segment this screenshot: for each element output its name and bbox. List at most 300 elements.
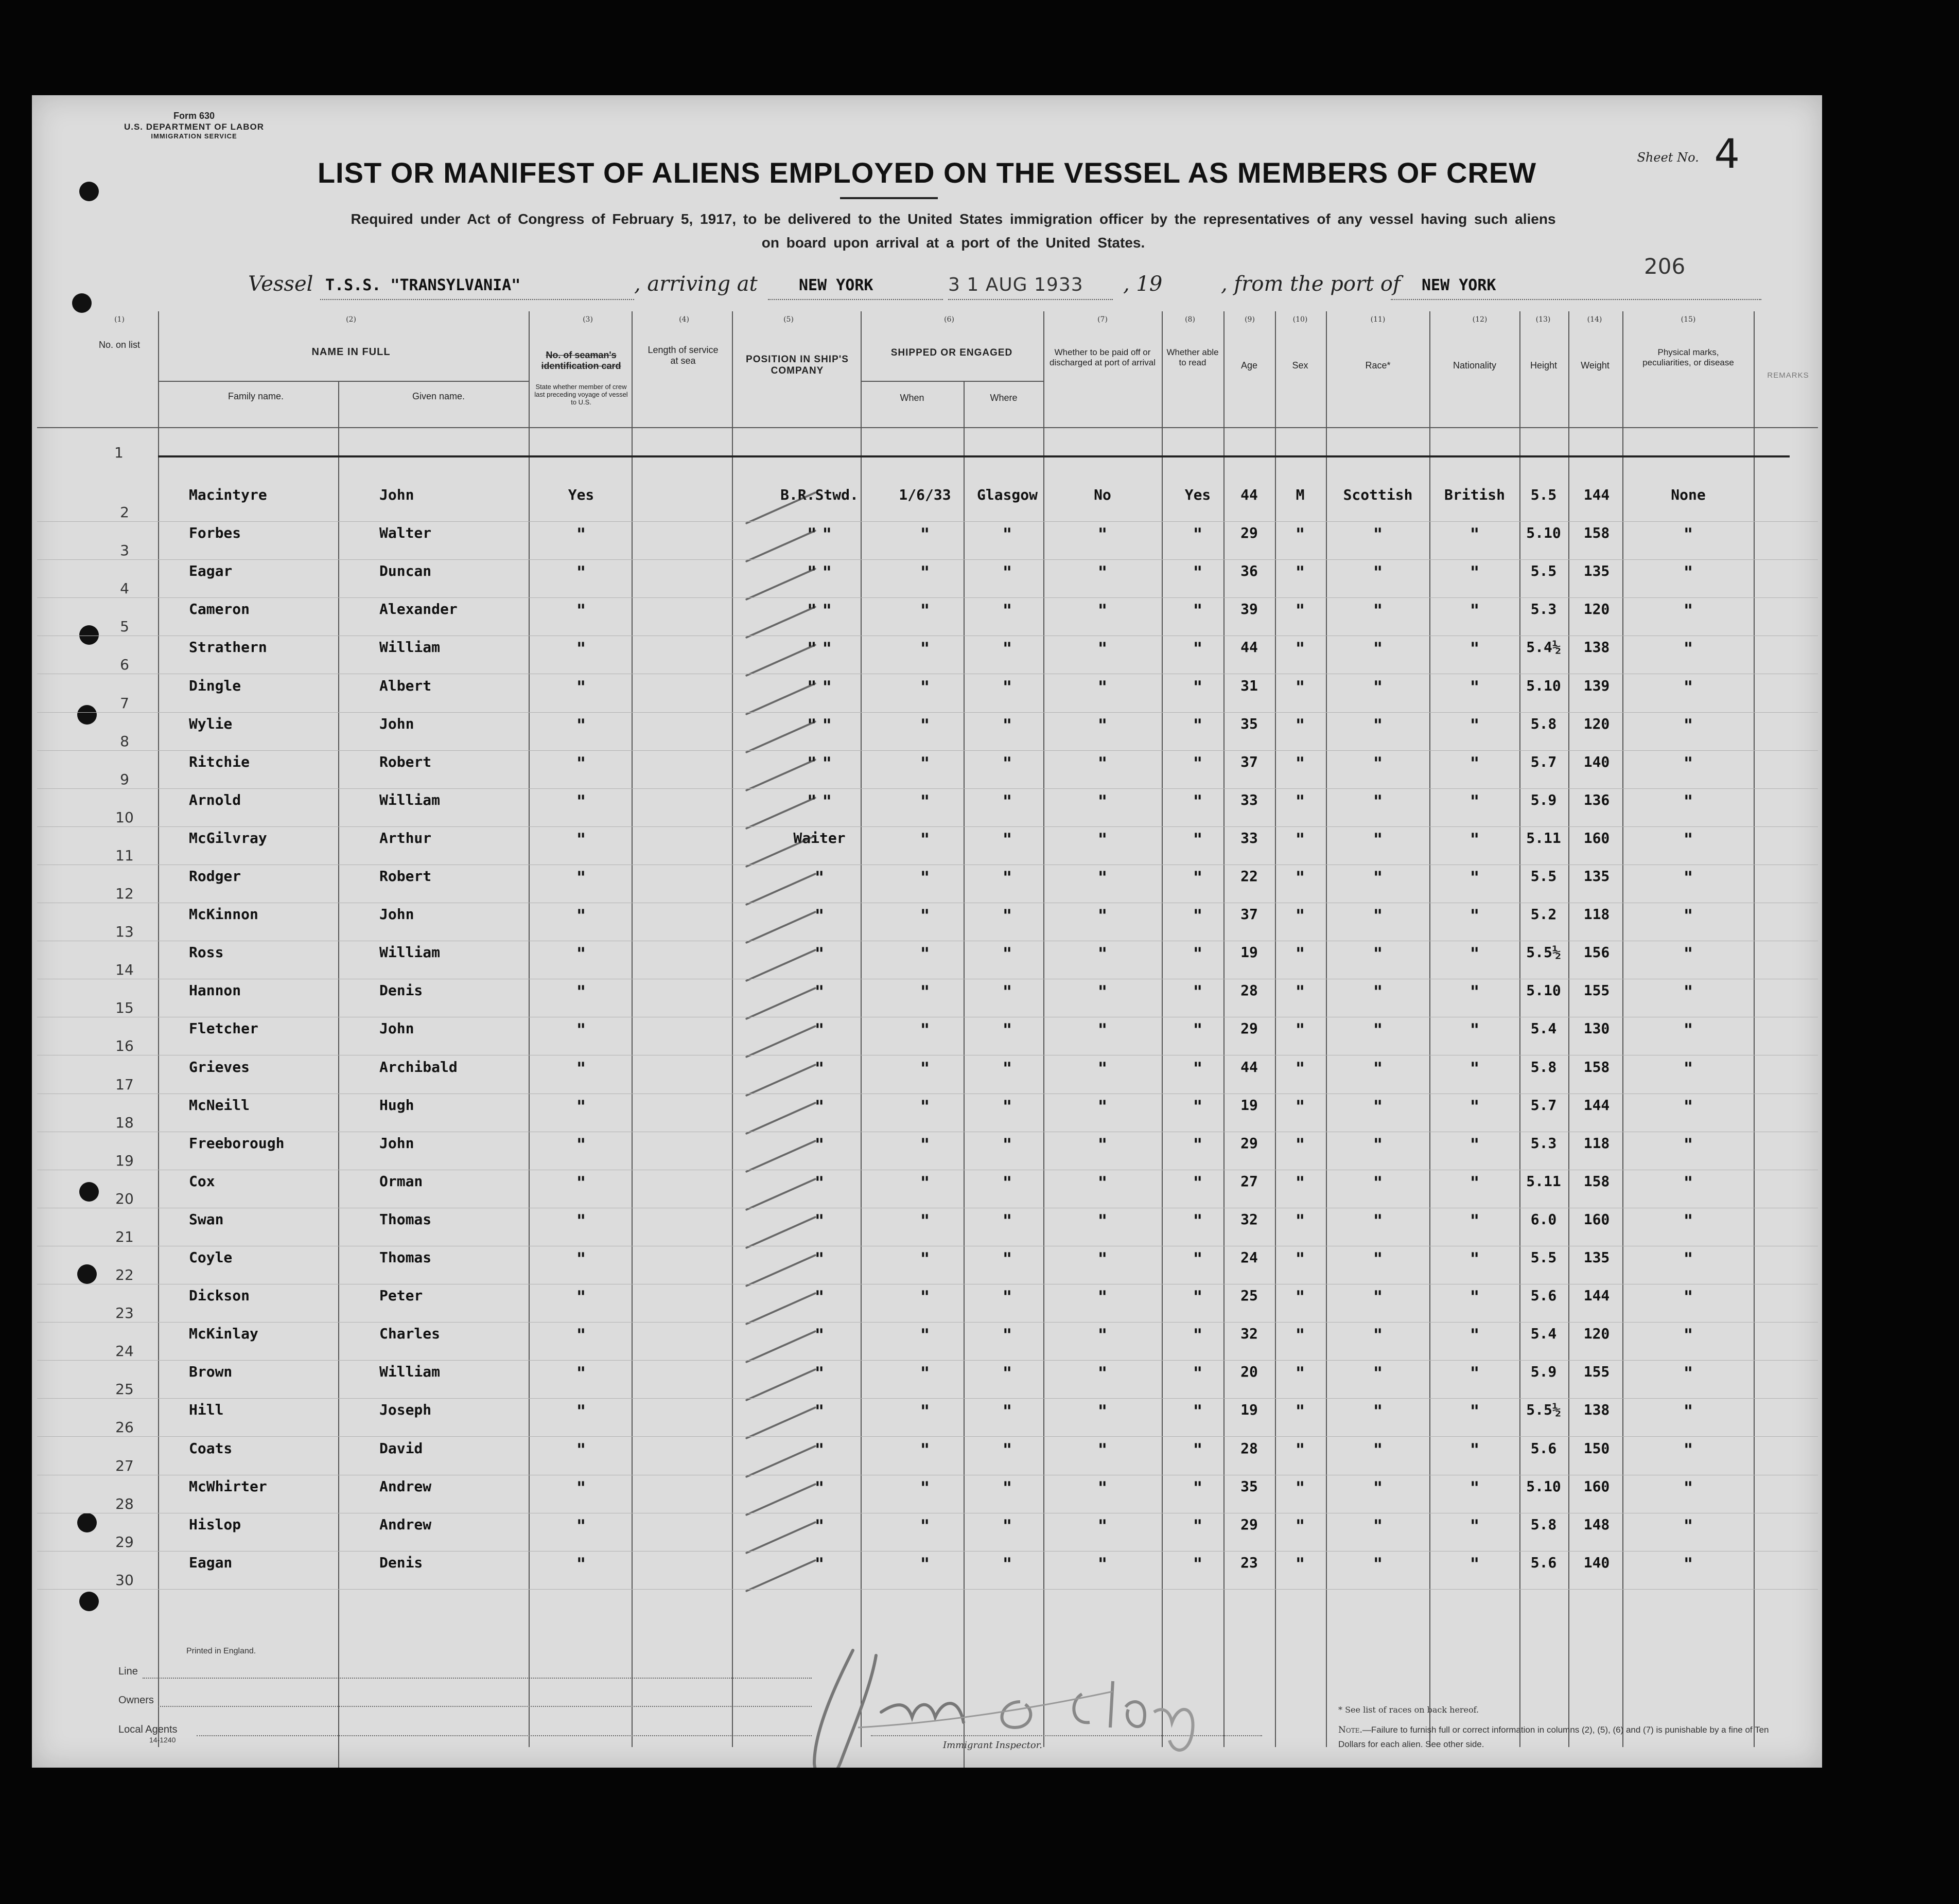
cell-family: Eagar — [189, 562, 233, 580]
cell-marks: " — [1684, 639, 1693, 660]
cell-position: " — [815, 1134, 824, 1155]
header-id-card-title: No. of seaman's identification card — [541, 350, 621, 371]
form-number: Form 630 — [173, 111, 215, 121]
cell-race: " — [1373, 1554, 1383, 1575]
cell-paid: " — [1098, 601, 1107, 622]
cell-race: Scottish — [1343, 486, 1413, 503]
cell-height: 5.5 — [1530, 868, 1557, 885]
column-number: (4) — [679, 315, 689, 324]
header-given-name: Given name. — [412, 391, 465, 401]
service-name: IMMIGRATION SERVICE — [151, 132, 237, 140]
manifest-title: LIST OR MANIFEST OF ALIENS EMPLOYED ON THE VESSEL AS MEMBERS OF CREW — [317, 156, 1537, 189]
cell-weight: 139 — [1583, 677, 1610, 694]
cell-position: " — [815, 982, 824, 1003]
crew-row — [32, 1401, 1822, 1439]
cell-height: 5.8 — [1530, 1515, 1557, 1533]
cell-family: Strathern — [189, 639, 267, 656]
cell-position: " " — [807, 524, 832, 545]
column-number: (12) — [1472, 315, 1488, 324]
cell-no: 4 — [120, 580, 129, 597]
cell-race: " — [1373, 524, 1383, 545]
row-rule — [37, 788, 1818, 789]
cell-given: Thomas — [379, 1210, 432, 1228]
cell-prev: " — [576, 944, 586, 965]
cell-race: " — [1373, 982, 1383, 1003]
date-stamp: 3 1 AUG 1933 — [948, 274, 1083, 295]
cell-when: " — [920, 601, 930, 622]
column-number: (2) — [346, 315, 356, 324]
cell-weight: 144 — [1583, 486, 1610, 503]
cell-age: 29 — [1240, 1134, 1258, 1152]
cell-prev: " — [576, 1287, 586, 1308]
crew-row — [32, 486, 1822, 524]
cell-sex: " — [1296, 1172, 1305, 1193]
cell-sex: " — [1296, 562, 1305, 584]
check-mark — [745, 1063, 817, 1097]
row-rule — [37, 521, 1818, 522]
cell-when: " — [920, 1058, 930, 1079]
cell-age: 29 — [1240, 1515, 1258, 1533]
crew-row — [32, 1478, 1822, 1516]
cell-given: Walter — [379, 524, 432, 542]
cell-no: 23 — [115, 1304, 134, 1322]
cell-marks: " — [1684, 1363, 1693, 1384]
cell-no: 6 — [120, 656, 129, 674]
cell-read: " — [1193, 1325, 1202, 1346]
inspector-label: Immigrant Inspector. — [943, 1740, 1043, 1751]
cell-given: Charles — [379, 1325, 441, 1343]
cell-marks: None — [1671, 486, 1706, 503]
cell-no: 7 — [120, 694, 129, 712]
cell-where: " — [1003, 1401, 1012, 1422]
cell-read: " — [1193, 1058, 1202, 1079]
cell-position: " — [815, 1020, 824, 1041]
cell-sex: " — [1296, 715, 1305, 736]
row-rule — [37, 712, 1818, 713]
cell-height: 5.4 — [1530, 1325, 1557, 1343]
cell-position: B.R.Stwd. — [780, 486, 859, 503]
cell-when: " — [920, 1554, 930, 1575]
cell-age: 31 — [1240, 677, 1258, 694]
column-number: (8) — [1185, 315, 1195, 324]
cell-height: 5.8 — [1530, 1058, 1557, 1076]
crew-row — [32, 982, 1822, 1020]
cell-given: Denis — [379, 982, 423, 999]
cell-sex: " — [1296, 1134, 1305, 1155]
cell-height: 5.5½ — [1526, 944, 1561, 961]
race-footnote: * See list of races on back hereof. — [1338, 1705, 1479, 1715]
crew-row — [32, 524, 1822, 562]
cell-race: " — [1373, 562, 1383, 584]
cell-where: " — [1003, 982, 1012, 1003]
cell-race: " — [1373, 868, 1383, 888]
cell-paid: " — [1098, 1477, 1107, 1498]
cell-position: " — [815, 1096, 824, 1117]
crew-row — [32, 639, 1822, 677]
cell-no: 24 — [115, 1343, 134, 1360]
cell-race: " — [1373, 1134, 1383, 1155]
cell-read: " — [1193, 677, 1202, 698]
cell-family: McNeill — [189, 1096, 250, 1114]
cell-age: 19 — [1240, 1096, 1258, 1114]
cell-race: " — [1373, 1439, 1383, 1460]
column-number: (10) — [1292, 315, 1308, 324]
header-nationality: Nationality — [1453, 360, 1497, 371]
column-number: (7) — [1097, 315, 1108, 324]
cell-nationality: " — [1470, 1172, 1479, 1193]
cell-height: 5.4 — [1530, 1020, 1557, 1037]
cell-given: Albert — [379, 677, 432, 694]
cell-no: 14 — [115, 961, 134, 979]
cell-nationality: " — [1470, 829, 1479, 850]
local-agents-label: Local Agents — [118, 1724, 178, 1735]
check-mark — [745, 644, 817, 677]
cell-when: " — [920, 1210, 930, 1231]
cell-family: Hislop — [189, 1515, 241, 1533]
cell-given: John — [379, 1134, 414, 1152]
cell-where: " — [1003, 715, 1012, 736]
cell-race: " — [1373, 677, 1383, 698]
cell-read: " — [1193, 1363, 1202, 1384]
crew-row — [32, 1440, 1822, 1478]
column-number: (5) — [783, 315, 794, 324]
cell-read: " — [1193, 1477, 1202, 1498]
cell-given: Duncan — [379, 562, 432, 580]
cell-marks: " — [1684, 1020, 1693, 1041]
cell-weight: 160 — [1583, 829, 1610, 847]
header-sex: Sex — [1292, 360, 1308, 371]
cell-when: " — [920, 524, 930, 545]
cell-where: " — [1003, 1096, 1012, 1117]
cell-where: " — [1003, 1439, 1012, 1460]
cell-age: 28 — [1240, 982, 1258, 999]
cell-position: " " — [807, 715, 832, 736]
cell-when: " — [920, 1249, 930, 1270]
cell-no: 22 — [115, 1266, 134, 1283]
crew-table-body — [32, 95, 1822, 1768]
cell-nationality: " — [1470, 1554, 1479, 1575]
cell-where: " — [1003, 1325, 1012, 1346]
cell-paid: " — [1098, 944, 1107, 965]
cell-race: " — [1373, 1058, 1383, 1079]
cell-read: " — [1193, 1401, 1202, 1422]
cell-when: " — [920, 1287, 930, 1308]
cell-height: 5.5 — [1530, 562, 1557, 580]
cell-sex: " — [1296, 639, 1305, 660]
cell-paid: " — [1098, 1363, 1107, 1384]
cell-nationality: " — [1470, 1439, 1479, 1460]
cell-weight: 120 — [1583, 715, 1610, 732]
cell-nationality: " — [1470, 1134, 1479, 1155]
row-rule — [37, 826, 1818, 827]
check-mark — [745, 987, 817, 1020]
cell-when: " — [920, 982, 930, 1003]
cell-paid: " — [1098, 1058, 1107, 1079]
cell-where: " — [1003, 1210, 1012, 1231]
cell-nationality: " — [1470, 524, 1479, 545]
cell-weight: 118 — [1583, 906, 1610, 923]
header-able-to-read: Whether able to read — [1166, 347, 1219, 367]
cell-age: 29 — [1240, 1020, 1258, 1037]
cell-age: 19 — [1240, 944, 1258, 961]
arriving-port: NEW YORK — [799, 276, 873, 294]
cell-paid: " — [1098, 829, 1107, 850]
line-label: Line — [118, 1666, 138, 1677]
cell-paid: " — [1098, 1134, 1107, 1155]
owners-label: Owners — [118, 1695, 154, 1706]
crew-row — [32, 1325, 1822, 1363]
cell-sex: " — [1296, 1554, 1305, 1575]
subtitle-line-1: Required under Act of Congress of February 5, 1917, to be delivered to the United States immigration officer by the representatives of any vessel having such aliens — [351, 211, 1556, 227]
cell-weight: 158 — [1583, 524, 1610, 542]
cell-marks: " — [1684, 753, 1693, 774]
cell-race: " — [1373, 1401, 1383, 1422]
cell-marks: " — [1684, 1401, 1693, 1422]
cell-nationality: " — [1470, 944, 1479, 965]
cell-no: 18 — [115, 1114, 134, 1131]
cell-marks: " — [1684, 1287, 1693, 1308]
crew-row — [32, 601, 1822, 639]
cell-no: 28 — [115, 1495, 134, 1512]
cell-prev: " — [576, 1096, 586, 1117]
check-mark — [745, 1292, 817, 1326]
cell-nationality: " — [1470, 715, 1479, 736]
cell-race: " — [1373, 601, 1383, 622]
check-mark — [745, 835, 817, 868]
cell-marks: " — [1684, 982, 1693, 1003]
cell-sex: " — [1296, 1058, 1305, 1079]
cell-nationality: " — [1470, 1020, 1479, 1041]
header-remarks: REMARKS — [1767, 371, 1809, 380]
cell-where: " — [1003, 753, 1012, 774]
subtitle-line-2: on board upon arrival at a port of the United States. — [761, 235, 1145, 251]
cell-prev: " — [576, 1363, 586, 1384]
header-position: POSITION IN SHIP'S COMPANY — [746, 354, 849, 376]
cell-age: 33 — [1240, 829, 1258, 847]
cell-paid: " — [1098, 791, 1107, 812]
cell-paid: " — [1098, 677, 1107, 698]
row-rule — [37, 750, 1818, 751]
cell-age: 35 — [1240, 1477, 1258, 1495]
column-number: (3) — [583, 315, 593, 324]
cell-weight: 156 — [1583, 944, 1610, 961]
cell-where: " — [1003, 791, 1012, 812]
cell-family: Cox — [189, 1172, 215, 1190]
cell-family: Fletcher — [189, 1020, 258, 1037]
check-mark — [745, 682, 817, 715]
cell-paid: " — [1098, 1401, 1107, 1422]
cell-no: 8 — [120, 732, 129, 750]
cell-prev: " — [576, 562, 586, 584]
cell-age: 23 — [1240, 1554, 1258, 1571]
cell-position: " — [815, 1477, 824, 1498]
cell-marks: " — [1684, 1554, 1693, 1575]
cell-prev: " — [576, 524, 586, 545]
cell-where: " — [1003, 1020, 1012, 1041]
note-label: Note. — [1338, 1725, 1362, 1735]
cell-age: 24 — [1240, 1249, 1258, 1266]
check-mark — [745, 1330, 817, 1364]
cell-no: 13 — [115, 923, 134, 941]
cell-age: 36 — [1240, 562, 1258, 580]
cell-age: 32 — [1240, 1325, 1258, 1343]
cell-marks: " — [1684, 1439, 1693, 1460]
header-when: When — [900, 393, 924, 403]
cell-position: " — [815, 1325, 824, 1346]
crew-row — [32, 868, 1822, 906]
cell-given: John — [379, 906, 414, 923]
cell-read: " — [1193, 1554, 1202, 1575]
cell-where: " — [1003, 944, 1012, 965]
cell-position: Waiter — [793, 829, 846, 847]
row-rule — [37, 1398, 1818, 1399]
cell-given: Peter — [379, 1287, 423, 1304]
cell-paid: " — [1098, 1172, 1107, 1193]
cell-height: 5.4½ — [1526, 639, 1561, 656]
printed-in: Printed in England. — [186, 1647, 256, 1655]
cell-where: " — [1003, 1477, 1012, 1498]
row-rule — [37, 1322, 1818, 1323]
cell-marks: " — [1684, 1172, 1693, 1193]
cell-when: " — [920, 677, 930, 698]
cell-family: Freeborough — [189, 1134, 285, 1152]
cell-where: " — [1003, 562, 1012, 584]
cell-given: Alexander — [379, 601, 458, 618]
cell-race: " — [1373, 1515, 1383, 1537]
cell-nationality: " — [1470, 639, 1479, 660]
cell-weight: 120 — [1583, 601, 1610, 618]
cell-prev: " — [576, 1554, 586, 1575]
cell-sex: " — [1296, 906, 1305, 927]
cell-position: " — [815, 868, 824, 888]
cell-marks: " — [1684, 906, 1693, 927]
crew-row — [32, 791, 1822, 830]
check-mark — [745, 911, 817, 944]
cell-position: " " — [807, 677, 832, 698]
cell-given: William — [379, 639, 441, 656]
check-mark — [745, 720, 817, 753]
cell-read: " — [1193, 1287, 1202, 1308]
header-physical-marks: Physical marks, peculiarities, or disease — [1642, 347, 1734, 367]
vessel-label: Vessel — [248, 272, 313, 296]
cell-read: " — [1193, 906, 1202, 927]
cell-weight: 130 — [1583, 1020, 1610, 1037]
crew-row — [32, 1135, 1822, 1173]
cell-marks: " — [1684, 1515, 1693, 1537]
crew-row — [32, 1211, 1822, 1249]
cell-prev: " — [576, 1325, 586, 1346]
cell-family: Grieves — [189, 1058, 250, 1076]
cell-sex: M — [1296, 486, 1305, 503]
cell-no: 29 — [115, 1533, 134, 1550]
cell-family: Arnold — [189, 791, 241, 808]
header-weight: Weight — [1581, 360, 1610, 371]
sheet-number: 4 — [1714, 131, 1740, 178]
cell-position: " — [815, 1515, 824, 1537]
cell-when: 1/6/33 — [899, 486, 951, 503]
note-text: —Failure to furnish full or correct information in columns (2), (5), (6) and (7) is punishable by a fine of Ten Dollars for each alien. See other side. — [1338, 1725, 1769, 1750]
cell-where: " — [1003, 906, 1012, 927]
header-family-name: Family name. — [228, 391, 284, 401]
cell-where: " — [1003, 1172, 1012, 1193]
cell-position: " — [815, 1058, 824, 1079]
cell-paid: " — [1098, 715, 1107, 736]
cell-when: " — [920, 944, 930, 965]
cell-height: 5.7 — [1530, 1096, 1557, 1114]
cell-sex: " — [1296, 1020, 1305, 1041]
cell-height: 5.10 — [1526, 677, 1561, 694]
column-number: (6) — [944, 315, 954, 324]
cell-nationality: " — [1470, 1477, 1479, 1498]
header-name-in-full: NAME IN FULL — [311, 346, 391, 358]
cell-age: 39 — [1240, 601, 1258, 618]
cell-when: " — [920, 1401, 930, 1422]
cell-sex: " — [1296, 1401, 1305, 1422]
cell-age: 44 — [1240, 1058, 1258, 1076]
cell-given: Joseph — [379, 1401, 432, 1419]
cell-marks: " — [1684, 829, 1693, 850]
cell-when: " — [920, 791, 930, 812]
cell-given: Thomas — [379, 1249, 432, 1266]
cell-marks: " — [1684, 1134, 1693, 1155]
penalty-note — [1338, 1723, 1786, 1752]
cell-read: " — [1193, 1210, 1202, 1231]
cell-position: " — [815, 1439, 824, 1460]
cell-weight: 135 — [1583, 1249, 1610, 1266]
cell-family: Macintyre — [189, 486, 267, 503]
cell-nationality: " — [1470, 601, 1479, 622]
cell-age: 20 — [1240, 1363, 1258, 1381]
crew-row — [32, 753, 1822, 791]
cell-height: 5.6 — [1530, 1287, 1557, 1304]
cell-sex: " — [1296, 1439, 1305, 1460]
row-rule — [37, 1360, 1818, 1361]
column-number: (14) — [1587, 315, 1602, 324]
cell-height: 5.7 — [1530, 753, 1557, 770]
crew-row — [32, 677, 1822, 715]
cell-paid: " — [1098, 1515, 1107, 1537]
cell-paid: " — [1098, 1325, 1107, 1346]
cell-weight: 155 — [1583, 982, 1610, 999]
cell-paid: No — [1094, 486, 1111, 503]
cell-when: " — [920, 829, 930, 850]
cell-paid: " — [1098, 1210, 1107, 1231]
cell-marks: " — [1684, 944, 1693, 965]
cell-age: 35 — [1240, 715, 1258, 732]
cell-sex: " — [1296, 524, 1305, 545]
cell-nationality: " — [1470, 1210, 1479, 1231]
cell-height: 5.6 — [1530, 1554, 1557, 1571]
cell-family: McKinlay — [189, 1325, 258, 1343]
cell-position: " " — [807, 562, 832, 584]
cell-height: 6.0 — [1530, 1210, 1557, 1228]
cell-position: " — [815, 1401, 824, 1422]
crew-row — [32, 944, 1822, 982]
cell-family: McWhirter — [189, 1477, 267, 1495]
cell-no: 11 — [115, 847, 134, 864]
cell-when: " — [920, 1172, 930, 1193]
cell-nationality: " — [1470, 753, 1479, 774]
cell-family: Coats — [189, 1439, 233, 1457]
cell-read: " — [1193, 1020, 1202, 1041]
cell-race: " — [1373, 1363, 1383, 1384]
cell-race: " — [1373, 715, 1383, 736]
cell-race: " — [1373, 1210, 1383, 1231]
vessel-name: T.S.S. "TRANSYLVANIA" — [325, 276, 521, 294]
cell-marks: " — [1684, 1058, 1693, 1079]
cell-given: Orman — [379, 1172, 423, 1190]
cell-read: " — [1193, 1515, 1202, 1537]
